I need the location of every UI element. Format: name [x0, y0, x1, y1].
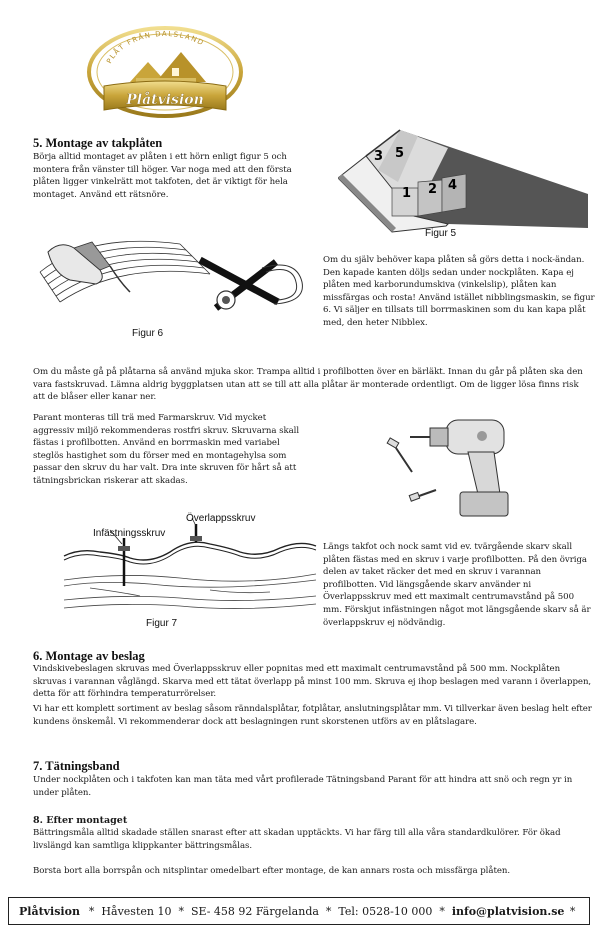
figure6	[30, 222, 320, 322]
figure6-nibbler-illustration	[30, 222, 320, 322]
section5-intro: Börja alltid montaget av plåten i ett hörn enligt figur 5 och montera från vänster till höger. Var noga med att den första plåten ligger vinkelrätt mot takfoten, det är viktigt för hela montaget. Använd ett rätsnöre.	[33, 152, 292, 200]
section6-text2: Vi har ett komplett sortiment av beslag såsom ränndalsplåtar, fotplåtar, anslutningsplåtar mm. Vi tillverkar även beslag helt efter kundens önskemål. Vi rekommenderar dock att beslagningen runt skorstenen utförs av en plåtslagare.	[33, 704, 592, 727]
footer-company: Plåtvision	[19, 904, 80, 918]
section5-cutting: Om du själv behöver kapa plåten så görs detta i nock-ändan. Den kapade kanten döljs sedan under nockplåten. Kapa ej plåten med karborundumskiva (vinkelslip), plåten kan missfärgas och rosta! Använd istället nibblingsmaskin, se figur 6. Vi säljer en tillsats till borrmaskinen som du kan kapa plåt med, den heter Nibblex.	[323, 255, 595, 328]
footer-end: *	[566, 904, 576, 918]
section5-screws: Parant monteras till trä med Farmarskruv. Vid mycket aggressiv miljö rekommenderas rostfri skruv. Skruvarna skall fästas i profilbotten. Använd en borrmaskin med variabel steglös hastighet som du förser med en montagehylsa som passar den skruv du har valt. Dra inte skruven för hårt så att tätningsbrickan riskerar att skadas.	[33, 413, 300, 486]
footer-address: * Håvesten 10 * SE- 458 92 Färgelanda * Tel: 0528-10 000 *	[81, 904, 452, 918]
figure5-label-2: 2	[428, 182, 438, 197]
figure7-caption: Figur 7	[146, 618, 178, 629]
section8-text: Bättringsmåla alltid skadade ställen snarast efter att skadan upptäckts. Vi har färg till alla våra standardkulörer. För ökad livslängd kan samtliga klippkanter bättringsmålas.	[33, 828, 561, 851]
figure5-label-4: 4	[448, 178, 458, 193]
figure5-label-3: 3	[374, 149, 384, 164]
section6-heading: 6. Montage av beslag	[33, 649, 145, 663]
section8-text2: Borsta bort alla borrspån och nitsplintar omedelbart efter montage, de kan annars rosta och missfärga plåten.	[33, 866, 511, 876]
figure7-label-left: Infästningsskruv	[93, 528, 166, 539]
figure5-roof-diagram	[338, 124, 588, 244]
figure7-screw-diagram	[60, 508, 320, 626]
section5-shoes: Om du måste gå på plåtarna så använd mjuka skor. Trampa alltid i profilbotten över en bärläkt. Innan du går på plåten ska den vara fastskruvad. Lämna aldrig byggplatsen utan att se till att alla plåtar är monterade ordentligt. Om de ligger lösa finns risk att de blåser eller kanar ner.	[33, 367, 583, 403]
section5-heading: 5. Montage av takplåten	[33, 136, 163, 150]
figure5	[338, 124, 588, 244]
section6-text1: Vindskivebeslagen skruvas med Överlappsskruv eller popnitas med ett maximalt centrumavstånd på 500 mm. Nockplåten skruvas i varannan våglängd. Skarva med ett tätat överlapp på minst 100 mm. Skruva ej ihop beslagen med varann i överlappen, detta för att förhindra temperaturrörelser.	[33, 664, 592, 700]
section5-eaves: Längs takfot och nock samt vid ev. tvärgående skarv skall plåten fästas med en skruv i varje profilbotten. På den övriga delen av taket räcker det med en skruv i varannan profilbotten. Vid längsgående skarv använder ni Överlappsskruv med ett maximalt centrumavstånd på 500 mm. Förskjut infästningen något mot längsgående skarv så är överlappskruv ej nödvändig.	[323, 542, 591, 628]
logo	[86, 12, 244, 120]
drill-illustration	[382, 412, 522, 522]
section8-heading: 8. Efter montaget	[33, 815, 128, 826]
figure5-label-5: 5	[395, 146, 405, 161]
figure6-caption: Figur 6	[132, 328, 164, 339]
figure5-label-1: 1	[402, 186, 412, 201]
drill-icon	[382, 412, 522, 522]
section7-heading: 7. Tätningsband	[33, 759, 120, 773]
logo-emblem	[86, 12, 244, 120]
logo-brand: Plåtvision	[126, 92, 204, 108]
footer-email[interactable]: info@platvision.se	[451, 904, 565, 918]
footer	[8, 897, 590, 925]
section7-text: Under nockplåten och i takfoten kan man täta med vårt profilerade Tätningsband Parant för att hindra att snö och regn yr in under plåten.	[33, 775, 573, 798]
figure5-caption: Figur 5	[425, 228, 457, 239]
svg-text:PLÅT FRÅN DALSLAND: PLÅT FRÅN DALSLAND	[105, 29, 206, 65]
figure7	[60, 508, 320, 626]
figure7-label-right: Överlappsskruv	[186, 513, 256, 524]
